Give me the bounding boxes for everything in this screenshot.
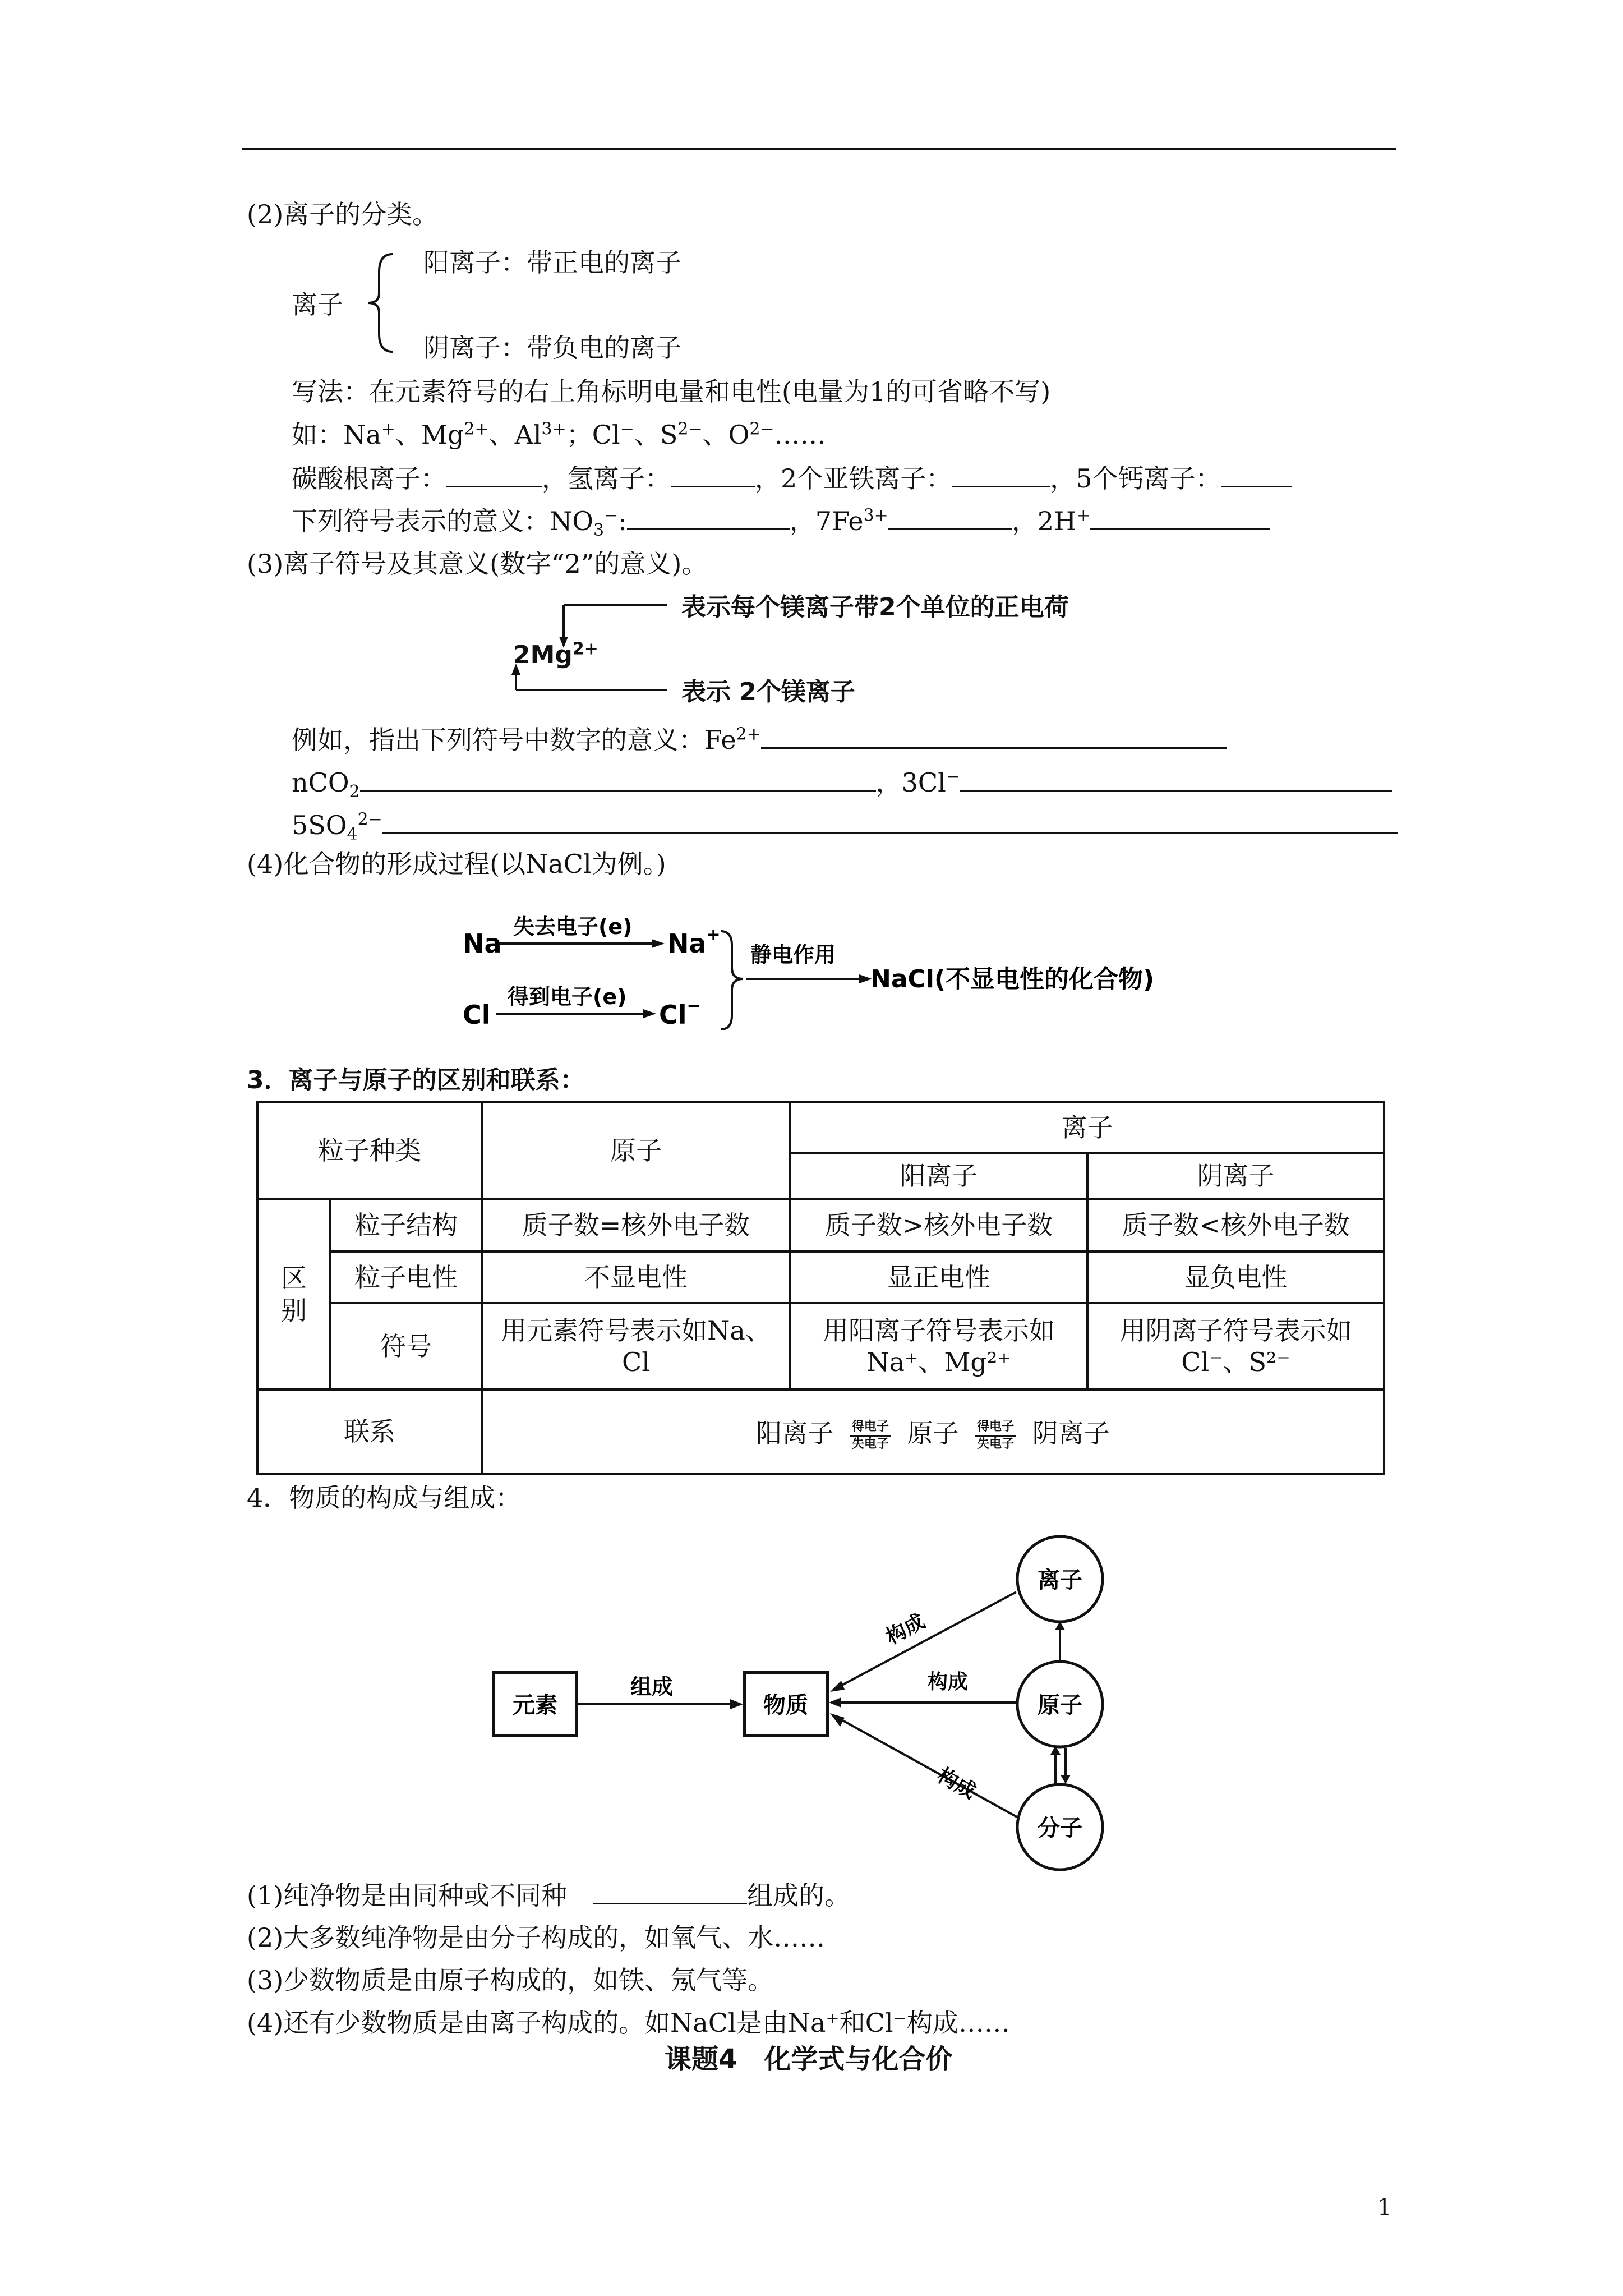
header-anion: 阴离子	[1087, 1153, 1384, 1199]
table-row	[257, 1389, 1384, 1474]
heading-ion-atom-comparison: 3．离子与原子的区别和联系：	[247, 1066, 585, 1094]
answer-blank[interactable]	[952, 461, 1050, 487]
substance-composition-diagram	[482, 1526, 1144, 1879]
answer-blank[interactable]	[960, 765, 1392, 792]
section-4-title: (4)化合物的形成过程(以NaCl为例。)	[247, 849, 666, 879]
cell-atom: 用元素符号表示如Na、 Cl	[482, 1303, 790, 1389]
molecule-node-label: 分子	[1038, 1815, 1082, 1841]
electron-exchange-arrow: $\frac{\text{得电子}}{\text{失电子}}$	[850, 1420, 891, 1451]
substance-label: 物质	[763, 1692, 808, 1718]
classification-brace	[365, 250, 398, 356]
fill-symbol-meaning: 下列符号表示的意义：$NO_3^-$: ，$7Fe^{3+}$ ，2H+	[292, 504, 1270, 538]
na-ion: Na+	[667, 925, 721, 959]
mg-charge-meaning: 表示每个镁离子带2个单位的正电荷	[681, 593, 1069, 622]
cell-atom: 不显电性	[482, 1251, 790, 1303]
fact-3: (3)少数物质是由原子构成的，如铁、氖气等。	[247, 1965, 774, 1995]
element-label: 元素	[513, 1692, 557, 1718]
construct-label: 构成	[927, 1671, 969, 1694]
section-2-title: (2)离子的分类。	[247, 199, 439, 229]
cell-cation: 质子数>核外电子数	[790, 1199, 1087, 1251]
answer-blank[interactable]	[1090, 504, 1270, 530]
electron-exchange-arrow: $\frac{\text{得电子}}{\text{失电子}}$	[975, 1420, 1016, 1451]
construct-label: 构成	[882, 1609, 929, 1649]
na-atom: Na	[463, 928, 502, 959]
heading-substance-composition: 4．物质的构成与组成：	[247, 1483, 522, 1513]
header-rule	[242, 148, 1396, 150]
ion-examples: 如：Na+、$Mg^{2+}$、$Al^{3+}$；Cl−、$S^{2-}$、$O^{2-}\dots\dots$	[292, 419, 826, 450]
answer-blank[interactable]	[761, 723, 1227, 749]
example-fe: 例如，指出下列符号中数字的意义：$Fe^{2+}$	[292, 723, 1227, 757]
cl-ion: Cl−	[659, 996, 701, 1030]
answer-blank[interactable]	[360, 765, 876, 792]
writing-rule: 写法：在元素符号的右上角标明电量和电性(电量为1的可省略不写)	[292, 376, 1051, 407]
example-nco2: nCO$_2$ ，3Cl−	[292, 765, 1392, 799]
answer-blank[interactable]	[446, 461, 542, 487]
fact-4: (4)还有少数物质是由离子构成的。如NaCl是由Na⁺和Cl⁻构成……	[247, 2008, 1010, 2038]
cell-cation: 显正电性	[790, 1251, 1087, 1303]
mg-symbol: $2Mg^{2+}$	[513, 639, 598, 669]
nacl-formation-diagram	[454, 898, 1239, 1038]
lose-electron-label: 失去电子(e)	[513, 914, 633, 939]
next-lesson-title: 课题4 化学式与化合价	[665, 2044, 953, 2075]
atom-node-label: 原子	[1038, 1692, 1082, 1718]
mg-count-meaning: 表示 2个镁离子	[681, 678, 855, 706]
cell-cation: 用阳离子符号表示如 Na⁺、Mg²⁺	[790, 1303, 1087, 1389]
gain-electron-label: 得到电子(e)	[508, 984, 627, 1009]
row-label: 粒子结构	[330, 1199, 482, 1251]
electrostatic-label: 静电作用	[750, 942, 836, 967]
answer-blank[interactable]	[671, 461, 755, 487]
row-label: 粒子电性	[330, 1251, 482, 1303]
cell-atom: 质子数=核外电子数	[482, 1199, 790, 1251]
example-so4: $5SO_4^{2-}$	[292, 808, 1398, 842]
answer-blank[interactable]	[593, 1878, 747, 1904]
cell-anion: 用阴离子符号表示如 Cl⁻、S²⁻	[1087, 1303, 1384, 1389]
cell-anion: 显负电性	[1087, 1251, 1384, 1303]
answer-blank[interactable]	[888, 504, 1012, 530]
cell-anion: 质子数<核外电子数	[1087, 1199, 1384, 1251]
table-row	[257, 1199, 1384, 1251]
table-row	[257, 1251, 1384, 1303]
ion-atom-comparison-table	[256, 1101, 1385, 1475]
ion-node-label: 离子	[1038, 1567, 1082, 1593]
cl-atom: Cl	[463, 1000, 491, 1030]
nacl-result: NaCl(不显电性的化合物)	[870, 965, 1155, 993]
row-label-relation: 联系	[257, 1389, 482, 1474]
fact-1: (1)纯净物是由同种或不同种 组成的。	[247, 1878, 850, 1912]
section-3-title: (3)离子符号及其意义(数字“2”的意义)。	[247, 549, 708, 579]
difference-label: 区别	[257, 1199, 330, 1389]
header-particle-type: 粒子种类	[257, 1102, 482, 1199]
ion-label: 离子	[292, 289, 343, 320]
fact-2: (2)大多数纯净物是由分子构成的，如氧气、水……	[247, 1922, 826, 1953]
page-number: 1	[1377, 2194, 1392, 2220]
header-atom: 原子	[482, 1102, 790, 1199]
answer-blank[interactable]	[627, 504, 790, 530]
row-label: 符号	[330, 1303, 482, 1389]
relation-cell: 阳离子 $\frac{\text{得电子}}{\text{失电子}}$ 原子 $\frac{\text{得电子}}{\text{失电子}}$ 阴离子	[482, 1389, 1384, 1474]
answer-blank[interactable]	[382, 808, 1398, 834]
answer-blank[interactable]	[1221, 461, 1292, 487]
cation-definition: 阳离子：带正电的离子	[423, 247, 681, 278]
anion-definition: 阴离子：带负电的离子	[423, 333, 681, 363]
table-row	[257, 1303, 1384, 1389]
header-cation: 阳离子	[790, 1153, 1087, 1199]
header-ion: 离子	[790, 1102, 1384, 1153]
construct-label: 构成	[933, 1764, 980, 1804]
compose-label: 组成	[630, 1674, 674, 1699]
fill-ion-symbols: 碳酸根离子： ，氢离子： ，2个亚铁离子： ，5个钙离子：	[292, 461, 1292, 495]
